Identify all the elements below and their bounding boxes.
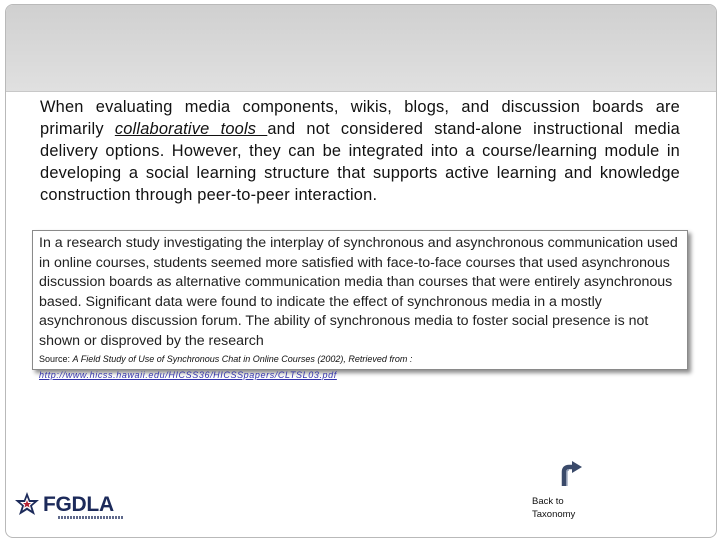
source-title: A Field Study of Use of Synchronous Chat in Online Courses (2002), Retrieved from : xyxy=(72,354,413,364)
fgdla-logo xyxy=(14,490,124,520)
collaborative-tools-emphasis: collaborative tools xyxy=(114,120,268,138)
source-label: Source: xyxy=(39,354,73,364)
fgdla-star-shield-icon xyxy=(14,491,40,519)
research-text: In a research study investigating the interplay of synchronous and asynchronous communication used in online courses, students seemed more satisfied with face-to-face courses that used asynchronous discussion boards as alternative communication media than courses that were entirely asynchronous based. Significant data were found to indicate the effect of synchronous media in a mostly asynchronous discussion forum. The ability of synchronous media to foster social presence is not shown or disproved by the research xyxy=(39,235,678,349)
research-box xyxy=(32,230,688,380)
source-citation xyxy=(39,354,681,365)
header-band xyxy=(6,5,716,92)
main-paragraph xyxy=(40,96,680,206)
paragraph-before: When evaluating media components, wikis, blogs, and discussion boards are primarily xyxy=(40,98,680,138)
back-label-line2: Taxonomy xyxy=(532,509,576,520)
back-to-taxonomy-link[interactable] xyxy=(532,495,602,521)
back-label-line1: Back to xyxy=(532,496,564,507)
u-turn-arrow-icon[interactable] xyxy=(558,461,584,487)
paragraph-after: and not considered stand-alone instructional media delivery options. However, they can be integrated into a course/learning module in developing a social learning structure that supports active learning and knowledge construction through peer-to-peer interaction. xyxy=(40,120,680,204)
logo-tagline-mark xyxy=(58,516,124,519)
source-url-link[interactable]: http://www.hicss.hawaii.edu/HICSS36/HICSSpapers/CLTSL03.pdf xyxy=(39,370,337,380)
logo-text: FGDLA xyxy=(43,493,114,516)
